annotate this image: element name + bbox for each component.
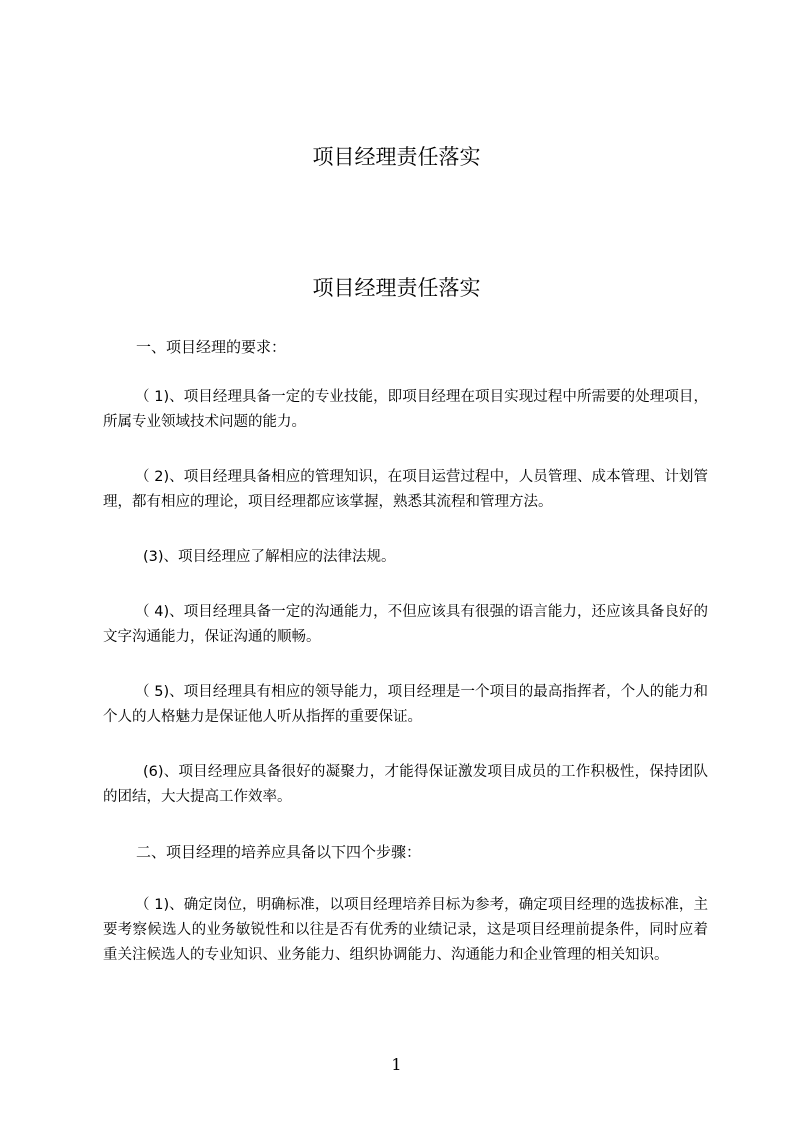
page-title: 项目经理责任落实: [312, 276, 481, 300]
paragraph-requirement-1: （ 1)、项目经理具备一定的专业技能，即项目经理在项目实现过程中所需要的处理项目，所属专业领域技术问题的能力。: [103, 389, 708, 430]
section-heading-training-steps: 二、项目经理的培养应具备以下四个步骤：: [136, 843, 422, 861]
section-heading-requirements: 一、项目经理的要求：: [136, 338, 287, 356]
paragraph-requirement-3: (3)、项目经理应了解相应的法律法规。: [143, 549, 396, 565]
paragraph-requirement-5: （ 5)、项目经理具有相应的领导能力，项目经理是一个项目的最高指挥者，个人的能力和个人的人格魅力是保证他人听从指挥的重要保证。: [103, 684, 708, 725]
paragraph-requirement-4: （ 4)、项目经理具备一定的沟通能力，不但应该具有很强的语言能力，还应该具备良好的文字沟通能力，保证沟通的顺畅。: [103, 604, 708, 645]
paragraph-requirement-6: (6)、项目经理应具备很好的凝聚力，才能得保证激发项目成员的工作积极性，保持团队的团结，大大提高工作效率。: [103, 764, 708, 805]
paragraph-training-step-1: （ 1)、确定岗位，明确标准，以项目经理培养目标为参考，确定项目经理的选拔标准，主要考察候选人的业务敏锐性和以往是否有优秀的业绩记录，这是项目经理前提条件，同时应着重关注候选人的专业知识、业务能力、组织协调能力、沟通能力和企业管理的相关知识。: [103, 897, 708, 963]
page-number: 1: [391, 1055, 402, 1074]
paragraph-requirement-2: （ 2)、项目经理具备相应的管理知识，在项目运营过程中，人员管理、成本管理、计划管理，都有相应的理论，项目经理都应该掌握，熟悉其流程和管理方法。: [103, 469, 708, 510]
page-title-top: 项目经理责任落实: [312, 145, 481, 169]
